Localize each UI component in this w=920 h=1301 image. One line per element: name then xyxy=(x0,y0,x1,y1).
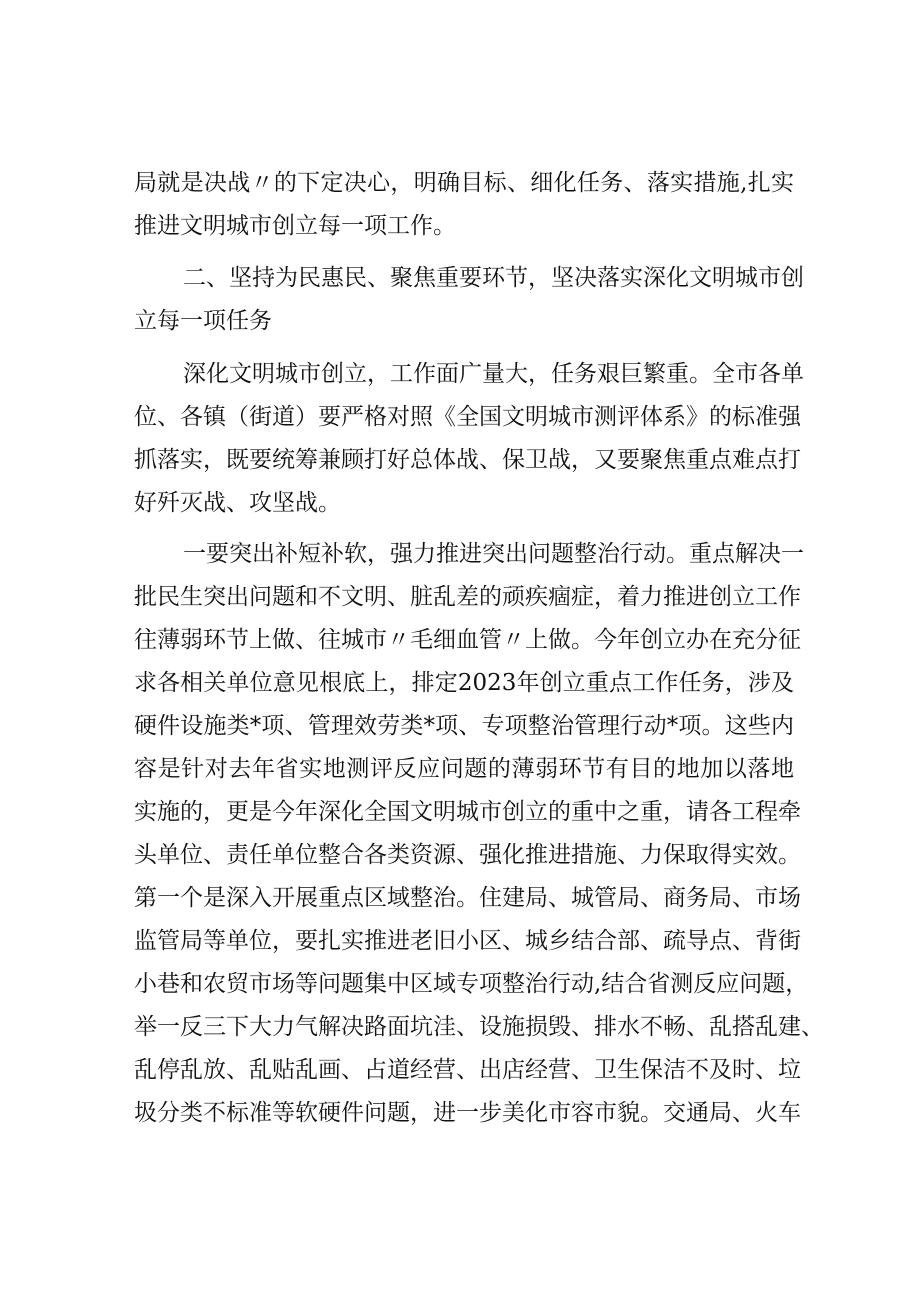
paragraph-line: 小巷和农贸市场等问题集中区域专项整治行动,结合省测反应问题， xyxy=(134,971,809,997)
paragraph-line: 实施的，更是今年深化全国文明城市创立的重中之重，请各工程牵 xyxy=(134,799,801,825)
paragraph-line: 举一反三下大力气解决路面坑洼、设施损毁、排水不畅、乱搭乱建、 xyxy=(134,1014,824,1040)
paragraph-line: 批民生突出问题和不文明、脏乱差的顽疾痼症，着力推进创立工作 xyxy=(134,584,801,610)
paragraph-line: 第一个是深入开展重点区域整治。住建局、城管局、商务局、市场 xyxy=(134,885,801,911)
paragraph-line: 抓落实，既要统筹兼顾打好总体战、保卫战，又要聚焦重点难点打 xyxy=(134,447,801,473)
paragraph-line: 硬件设施类*项、管理效劳类*项、专项整治管理行动*项。这些内 xyxy=(134,713,794,739)
section-heading-line: 立每一项任务 xyxy=(134,308,272,334)
paragraph-line: 位、各镇（街道）要严格对照《全国文明城市测评体系》的标准强 xyxy=(134,404,801,430)
paragraph-line: 乱停乱放、乱贴乱画、占道经营、出店经营、卫生保洁不及时、垃 xyxy=(134,1057,801,1083)
paragraph-line: 局就是决战〃的下定决心，明确目标、细化任务、落实措施,扎实 xyxy=(134,170,794,196)
paragraph-line: 往薄弱环节上做、往城市〃毛细血管〃上做。今年创立办在充分征 xyxy=(134,627,801,653)
section-heading-line: 二、坚持为民惠民、聚焦重要环节，坚决落实深化文明城市创 xyxy=(183,265,804,291)
paragraph-line: 一要突出补短补软，强力推进突出问题整治行动。重点解决一 xyxy=(183,541,804,567)
paragraph-line: 深化文明城市创立，工作面广量大，任务艰巨繁重。全市各单 xyxy=(183,361,804,387)
paragraph-line: 头单位、责任单位整合各类资源、强化推进措施、力保取得实效。 xyxy=(134,842,801,868)
paragraph-line: 好歼灭战、攻坚战。 xyxy=(134,490,341,516)
paragraph-line: 推进文明城市创立每一项工作。 xyxy=(134,213,456,239)
paragraph-line: 求各相关单位意见根底上，排定2023年创立重点工作任务，涉及 xyxy=(134,670,794,696)
paragraph-line: 圾分类不标准等软硬件问题，进一步美化市容市貌。交通局、火车 xyxy=(134,1100,801,1126)
paragraph-line: 监管局等单位，要扎实推进老旧小区、城乡结合部、疏导点、背街 xyxy=(134,928,801,954)
paragraph-line: 容是针对去年省实地测评反应问题的薄弱环节有目的地加以落地 xyxy=(134,756,794,782)
